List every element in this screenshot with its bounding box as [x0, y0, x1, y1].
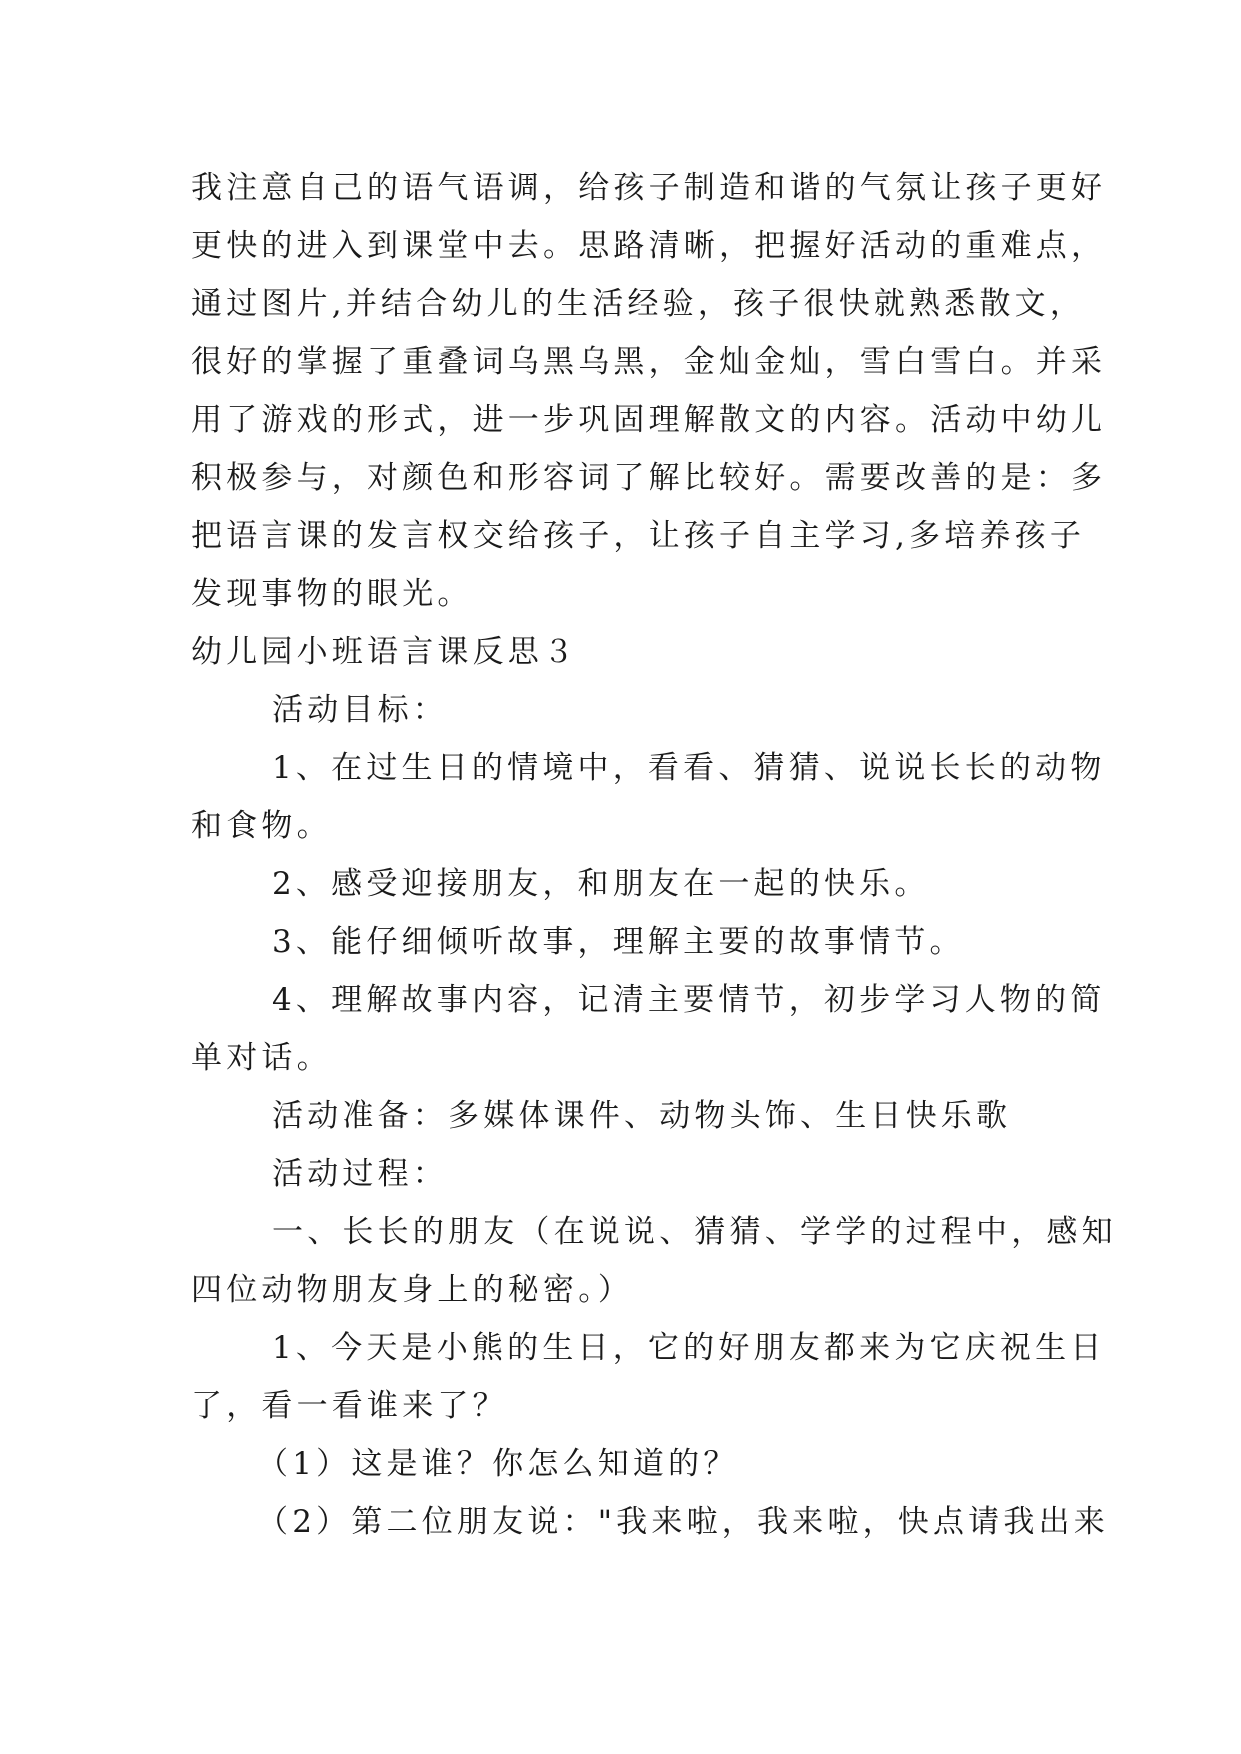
text-line: 我注意自己的语气语调，给孩子制造和谐的气氛让孩子更好 — [191, 170, 1107, 206]
text-line: 四位动物朋友身上的秘密。） — [191, 1272, 634, 1308]
text-line: （1）这是谁？你怎么知道的？ — [257, 1446, 739, 1482]
text-line: 3、能仔细倾听故事，理解主要的故事情节。 — [272, 924, 965, 960]
text-line: 1、今天是小熊的生日，它的好朋友都来为它庆祝生日 — [272, 1330, 1106, 1366]
text-line: （2）第二位朋友说："我来啦，我来啦，快点请我出来 — [257, 1504, 1109, 1540]
text-line: 活动准备：多媒体课件、动物头饰、生日快乐歌 — [272, 1098, 1012, 1134]
text-line: 积极参与，对颜色和形容词了解比较好。需要改善的是：多 — [191, 460, 1107, 496]
text-line: 一、长长的朋友（在说说、猜猜、学学的过程中，感知 — [272, 1214, 1117, 1250]
section-heading: 幼儿园小班语言课反思３ — [191, 634, 579, 670]
text-line: 用了游戏的形式，进一步巩固理解散文的内容。活动中幼儿 — [191, 402, 1107, 438]
text-line: 1、在过生日的情境中，看看、猜猜、说说长长的动物 — [272, 750, 1106, 786]
text-line: 单对话。 — [191, 1040, 332, 1076]
text-line: 4、理解故事内容，记清主要情节，初步学习人物的简 — [272, 982, 1106, 1018]
text-line: 发现事物的眼光。 — [191, 576, 473, 612]
text-line: 2、感受迎接朋友，和朋友在一起的快乐。 — [272, 866, 930, 902]
subheading-goals: 活动目标： — [272, 692, 448, 728]
text-line: 和食物。 — [191, 808, 332, 844]
text-line: 把语言课的发言权交给孩子，让孩子自主学习,多培养孩子 — [191, 518, 1086, 554]
text-line: 很好的掌握了重叠词乌黑乌黑，金灿金灿，雪白雪白。并采 — [191, 344, 1107, 380]
text-line: 通过图片,并结合幼儿的生活经验，孩子很快就熟悉散文， — [191, 286, 1086, 322]
text-line: 更快的进入到课堂中去。思路清晰，把握好活动的重难点， — [191, 228, 1107, 264]
subheading-process: 活动过程： — [272, 1156, 448, 1192]
text-line: 了，看一看谁来了？ — [191, 1388, 508, 1424]
